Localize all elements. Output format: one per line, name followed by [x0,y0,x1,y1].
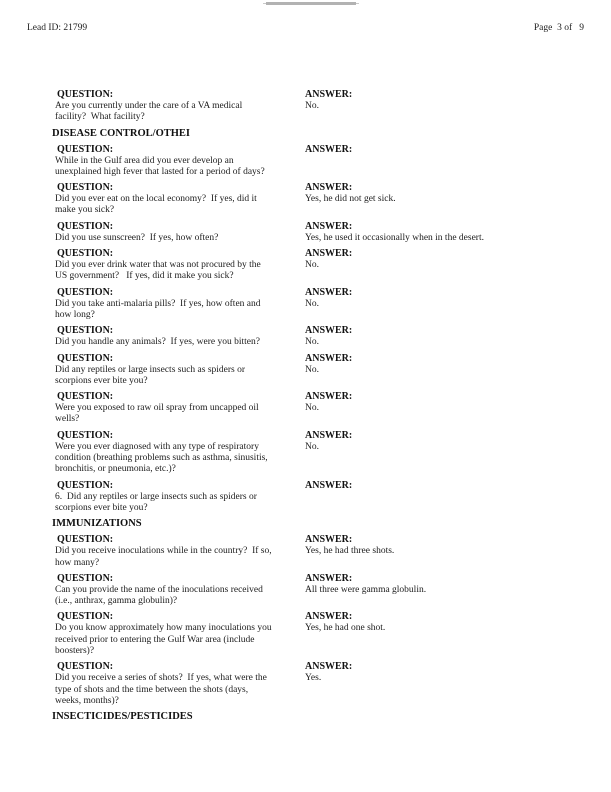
question-text-line: facility? What facility? [55,112,145,123]
answer-label: ANSWER: [305,89,353,100]
answer-block [305,390,591,426]
question-text-line: (i.e., anthrax, gamma globulin)? [55,596,178,607]
question-label: QUESTION: [57,352,114,364]
question-block [55,324,305,348]
answer-label: ANSWER: [305,611,353,623]
question-text-line: condition (breathing problems such as asthma, sinusitis, [55,453,268,464]
question-label: QUESTION: [57,248,114,260]
qa-row [55,660,591,707]
answer-label: ANSWER: [305,391,353,403]
answer-label: ANSWER: [305,534,353,546]
question-label: QUESTION: [57,325,114,337]
answer-block [305,429,591,476]
answer-label: ANSWER: [305,220,353,232]
question-text-line: Did you use sunscreen? If yes, how often? [55,232,219,243]
section-heading: IMMUNIZATIONS [52,518,142,530]
qa-row [55,181,591,217]
question-block [55,247,305,283]
answer-text: No. [305,337,319,348]
question-text-line: While in the Gulf area did you ever develop an [55,155,234,166]
answer-block [305,324,591,348]
question-text-line: Did you ever drink water that was not procured by the [55,260,261,271]
answer-text: No. [305,364,319,375]
answer-block [305,247,591,283]
question-text-line: unexplained high fever that lasted for a period of days? [55,166,265,177]
qa-row [55,220,591,244]
qa-row [55,390,591,426]
question-text-line: make you sick? [55,205,115,216]
question-text-line: Are you currently under the care of a VA medical [55,101,243,111]
question-block [55,352,305,388]
question-text-line: US government? If yes, did it make you sick? [55,271,234,282]
qa-row [55,88,591,124]
answer-block [305,88,591,124]
question-label: QUESTION: [57,286,114,298]
question-text-line: received prior to entering the Gulf War area (include [55,634,255,645]
question-text-line: Were you ever diagnosed with any type of respiratory [55,441,259,452]
answer-block [305,572,591,608]
answer-block [305,660,591,707]
question-text-line: scorpions ever bite you? [55,502,148,513]
answer-text: Yes, he did not get sick. [305,194,396,205]
question-block [55,429,305,476]
qa-row [55,324,591,348]
qa-row [55,533,591,569]
answer-label: ANSWER: [305,143,353,155]
answer-label: ANSWER: [305,661,353,673]
question-label: QUESTION: [57,391,114,403]
question-text-line: wells? [55,414,80,425]
answer-block [305,352,591,388]
answer-text: Yes, he had one shot. [305,623,386,634]
question-block [55,533,305,569]
question-label: QUESTION: [57,220,114,232]
qa-row [55,143,591,179]
question-text-line: Did you take anti-malaria pills? If yes, how often and [55,298,261,309]
question-text-line: weeks, months)? [55,695,119,706]
question-text-line: 6. Did any reptiles or large insects such as spiders or [55,491,257,502]
question-text-line: Were you exposed to raw oil spray from uncapped oil [55,403,259,414]
question-text-line: Do you know approximately how many inoculations you [55,623,272,634]
answer-text: Yes. [305,673,322,684]
question-block [55,390,305,426]
question-text-line: Did any reptiles or large insects such as spiders or [55,364,246,375]
qa-row [55,610,591,657]
qa-row [55,352,591,388]
qa-row [55,572,591,608]
question-label: QUESTION: [57,661,114,673]
answer-text: No. [305,101,319,111]
question-label: QUESTION: [57,572,114,584]
answer-label: ANSWER: [305,479,353,491]
question-block [55,572,305,608]
page-number: Page 3 of 9 [533,23,584,33]
question-block [55,286,305,322]
question-label: QUESTION: [57,534,114,546]
answer-text: Yes, he used it occasionally when in the desert. [305,232,484,243]
question-block [55,479,305,515]
question-block [55,181,305,217]
section-heading: DISEASE CONTROL/OTHEI [52,127,190,139]
answer-label: ANSWER: [305,286,353,298]
qa-row [55,286,591,322]
answer-block [305,479,591,515]
answer-block [305,181,591,217]
question-label: QUESTION: [57,479,114,491]
answer-block [305,220,591,244]
question-text-line: Did you receive inoculations while in the country? If so, [55,546,272,557]
answer-block [305,286,591,322]
section-heading: INSECTICIDES/PESTICIDES [52,711,193,723]
question-text-line: how long? [55,309,95,320]
document-body [52,88,591,726]
question-block [55,220,305,244]
question-block [55,143,305,179]
answer-label: ANSWER: [305,352,353,364]
answer-text: No. [305,298,319,309]
qa-row [55,479,591,515]
question-text-line: Did you handle any animals? If yes, were you bitten? [55,337,260,348]
answer-text: No. [305,260,319,271]
question-label: QUESTION: [57,89,114,100]
answer-text: Yes, he had three shots. [305,546,395,557]
question-block [55,610,305,657]
answer-label: ANSWER: [305,182,353,194]
answer-label: ANSWER: [305,248,353,260]
question-text-line: type of shots and the time between the shots (days, [55,684,249,695]
qa-row [55,247,591,283]
question-text-line: bronchitis, or pneumonia, etc.)? [55,464,176,475]
question-label: QUESTION: [57,182,114,194]
answer-text: All three were gamma globulin. [305,584,427,595]
question-text-line: Did you receive a series of shots? If yes, what were the [55,673,267,684]
answer-label: ANSWER: [305,429,353,441]
answer-text: No. [305,403,319,414]
question-text-line: boosters)? [55,646,95,657]
scan-artifact-bar [266,2,356,5]
answer-block [305,610,591,657]
question-block [55,660,305,707]
question-block [55,88,305,124]
answer-block [305,533,591,569]
answer-label: ANSWER: [305,325,353,337]
qa-row [55,429,591,476]
question-label: QUESTION: [57,429,114,441]
question-text-line: Did you ever eat on the local economy? If yes, did it [55,194,257,205]
answer-text: No. [305,441,319,452]
lead-id: Lead ID: 21799 [27,23,88,33]
question-label: QUESTION: [57,143,114,155]
answer-label: ANSWER: [305,572,353,584]
question-text-line: Can you provide the name of the inoculations received [55,584,263,595]
question-text-line: scorpions ever bite you? [55,375,148,386]
question-text-line: how many? [55,557,100,568]
question-label: QUESTION: [57,611,114,623]
answer-block [305,143,591,179]
